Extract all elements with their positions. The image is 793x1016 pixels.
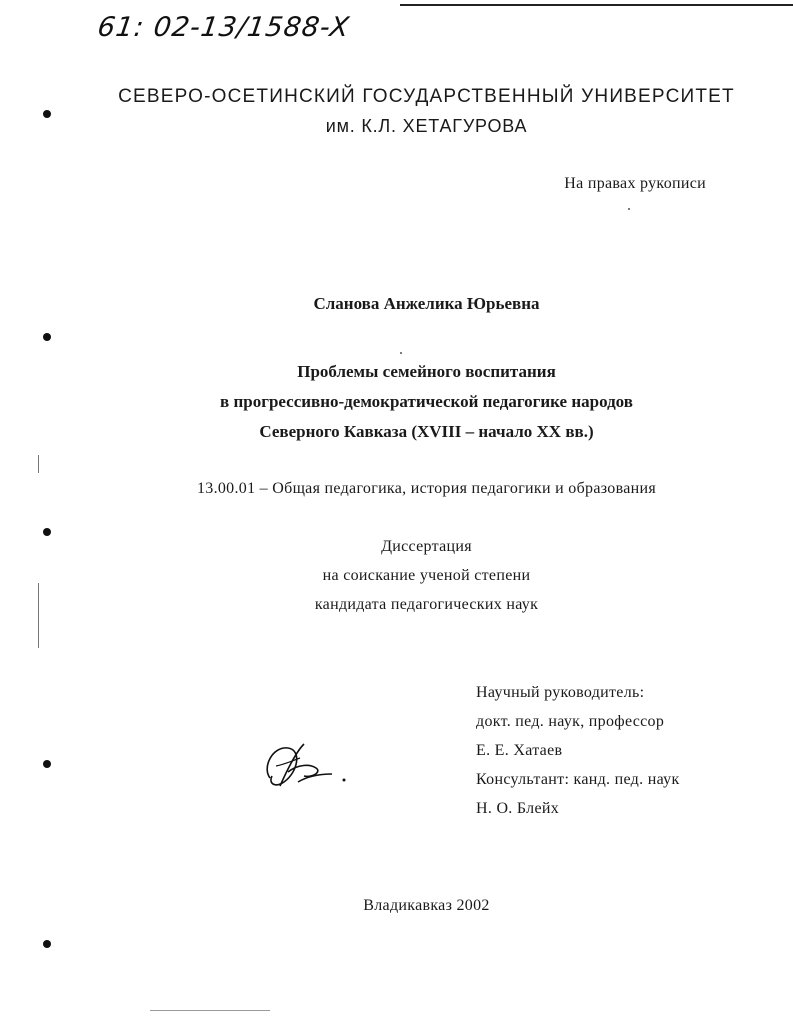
scan-edge-line <box>150 1010 270 1011</box>
degree-line-3: кандидата педагогических наук <box>314 596 539 613</box>
supervisor-label: Научный руководитель: <box>476 684 645 701</box>
manuscript-rights-note: На правах рукописи <box>564 175 706 192</box>
scan-speck <box>628 208 630 210</box>
scan-artifact-line <box>38 455 39 473</box>
consultant-label: Консультант: канд. пед. наук <box>476 771 680 788</box>
scan-edge-line <box>400 4 793 6</box>
dissertation-title-line-3: Северного Кавказа (XVIII – начало XX вв.) <box>259 422 594 441</box>
consultant-name: Н. О. Блейх <box>476 800 560 817</box>
dissertation-title-line-1: Проблемы семейного воспитания <box>297 362 556 381</box>
supervisor-degree: докт. пед. наук, профессор <box>476 713 665 730</box>
author-name: Сланова Анжелика Юрьевна <box>313 294 540 313</box>
degree-line-2: на соискание ученой степени <box>322 567 531 584</box>
binding-hole-mark <box>43 760 51 768</box>
binding-hole-mark <box>43 940 51 948</box>
signature-drawing <box>258 738 348 798</box>
dissertation-title-line-2: в прогрессивно-демократической педагогике народов <box>220 392 633 411</box>
degree-line-1: Диссертация <box>381 538 472 555</box>
scan-artifact-line <box>38 583 39 648</box>
handwritten-catalog-number: 61: 02-13/1588-X <box>95 12 352 43</box>
city-year: Владикавказ 2002 <box>363 897 490 914</box>
binding-hole-mark <box>43 333 51 341</box>
specialty-code: 13.00.01 – Общая педагогика, история педагогики и образования <box>196 480 657 497</box>
binding-hole-mark <box>43 528 51 536</box>
supervisor-name: Е. Е. Хатаев <box>476 742 563 759</box>
university-name: СЕВЕРО-ОСЕТИНСКИЙ ГОСУДАРСТВЕННЫЙ УНИВЕРСИТЕТ <box>118 86 735 107</box>
scan-speck <box>400 352 402 354</box>
university-dedication: им. К.Л. ХЕТАГУРОВА <box>325 116 528 136</box>
